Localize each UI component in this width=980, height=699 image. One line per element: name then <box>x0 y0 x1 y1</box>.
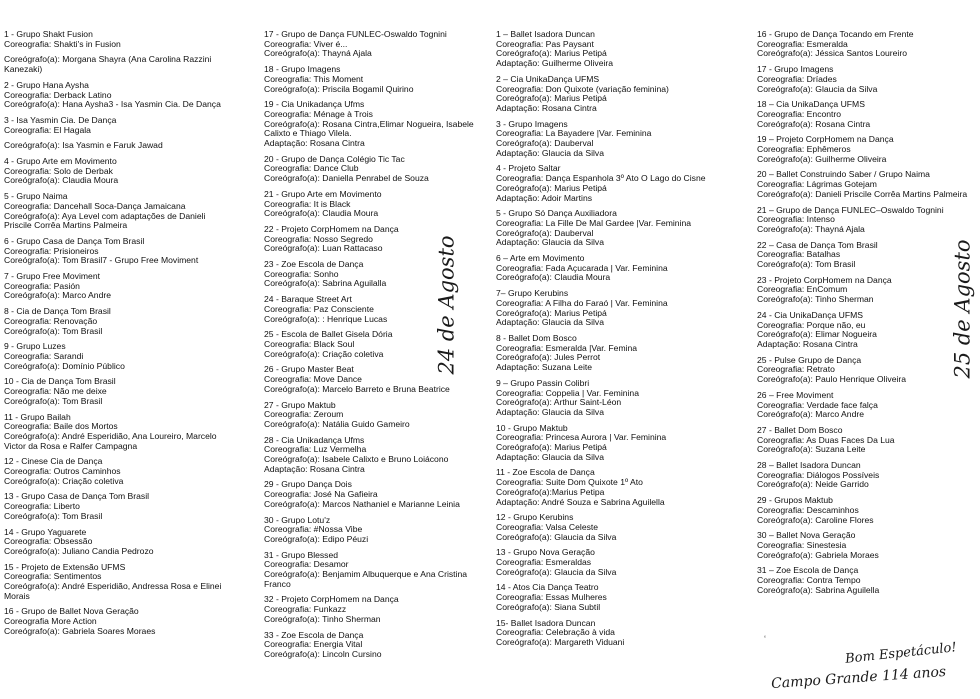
program-entry <box>4 192 228 231</box>
entry-detail-line: Coreografia: Não me deixe <box>4 387 107 397</box>
program-entry <box>496 209 746 248</box>
entry-group-name: Coreógrafo(a): Isa Yasmin e Faruk Jawad <box>4 141 163 151</box>
entry-detail-line: Coreografia: Derback Latino <box>4 90 112 100</box>
entry-group-name: 6 – Arte em Movimento <box>496 254 585 264</box>
date-day2-handwritten: 25 de Agosto <box>950 239 975 379</box>
program-entry <box>4 457 228 486</box>
date-day1-handwritten: 24 de Agosto <box>434 235 459 375</box>
entry-detail-line: Coreografia: #Nossa Vibe <box>264 525 363 535</box>
entry-detail-line: Coreógrafo(a): Tom Brasil <box>4 511 103 521</box>
entry-group-name: 23 - Projeto CorpHomem na Dança <box>757 275 892 285</box>
entry-group-name: 23 - Zoe Escola de Dança <box>264 260 364 270</box>
program-entry <box>757 100 977 129</box>
entry-detail-line: Coreógrafo(a): : Henrique Lucas <box>264 314 388 324</box>
program-entry <box>757 206 977 235</box>
entry-group-name: 16 - Grupo de Dança Tocando em Frente <box>757 30 914 39</box>
entry-group-name: 2 – Cia UnikaDança UFMS <box>496 74 600 84</box>
entry-detail-line: Coreografia: Black Soul <box>264 339 355 349</box>
entry-detail-line: Coreografia: Contra Tempo <box>757 576 861 586</box>
entry-detail-line: Coreografia: Coppelia | Var. Feminina <box>496 388 639 398</box>
entry-group-name: 9 – Grupo Passin Colibri <box>496 378 590 388</box>
entry-detail-line: Coreografia: EnComum <box>757 285 848 295</box>
program-entry <box>496 513 746 542</box>
program-entry <box>496 120 746 159</box>
entry-group-name: 5 - Grupo Só Dança Auxiliadora <box>496 209 617 219</box>
entry-detail-line: Coreógrafo(a): Rosana Cintra <box>757 119 871 129</box>
entry-detail-line: Coreógrafo(a): Tom Brasil <box>4 326 103 336</box>
entry-detail-line: Coreógrafo(a): Thayná Ajala <box>757 224 865 234</box>
entry-group-name: 31 - Grupo Blessed <box>264 550 339 560</box>
program-entry <box>4 342 228 371</box>
entry-detail-line: Coreografia: Dance Club <box>264 164 359 174</box>
entry-detail-line: Coreógrafo(a): Elimar Nogueira <box>757 330 877 340</box>
entry-detail-line: Coreografia: Shakti's in Fusion <box>4 39 121 49</box>
program-entry <box>757 356 977 385</box>
entry-detail-line: Coreógrafo(a): Tom Brasil <box>4 396 103 406</box>
program-entry <box>264 436 484 475</box>
entry-group-name: 15- Ballet Isadora Duncan <box>496 618 596 628</box>
program-entry <box>4 272 228 301</box>
program-entry <box>4 607 228 636</box>
entry-group-name: 28 – Ballet Isadora Duncan <box>757 461 861 471</box>
entry-detail-line: Coreógrafo(a): Paulo Henrique Oliveira <box>757 375 907 385</box>
entry-group-name: 33 - Zoe Escola de Dança <box>264 630 364 640</box>
entry-group-name: 19 – Projeto CorpHomem na Dança <box>757 135 894 145</box>
program-entry <box>757 30 977 59</box>
entry-detail-line: Coreógrafo(a): Glaucia da Silva <box>496 532 617 542</box>
entry-detail-line: Coreografia: Princesa Aurora | Var. Feminina <box>496 433 667 443</box>
entry-group-name: 20 – Ballet Construindo Saber / Grupo Naima <box>757 170 930 180</box>
program-entry <box>4 492 228 521</box>
entry-group-name: 3 - Isa Yasmin Cia. De Dança <box>4 115 117 125</box>
entry-detail-line: Coreógrafo(a): Thayná Ajala <box>264 49 372 59</box>
entry-detail-line: Coreografia: Dança Espanhola 3º Ato O Lago do Cisne <box>496 173 706 184</box>
entry-detail-line: Coreógrafo(a): Tom Brasil7 - Grupo Free Moviment <box>4 255 199 266</box>
entry-detail-line: Coreógrafo(a): Suzana Leite <box>757 445 866 455</box>
program-entry <box>757 461 977 490</box>
entry-group-name: 9 - Grupo Luzes <box>4 342 66 352</box>
entry-detail-line: Coreógrafo(a): Gabriela Soares Moraes <box>4 626 156 636</box>
program-entry <box>757 391 977 420</box>
entry-detail-line: Coreografia: Sonho <box>264 269 339 279</box>
entry-detail-line: Coreógrafo(a): Marius Petipá <box>496 49 607 59</box>
program-entry <box>264 155 484 184</box>
entry-detail-line: Coreografia: As Duas Faces Da Lua <box>757 435 895 445</box>
entry-group-name: 29 - Grupos Maktub <box>757 496 833 506</box>
entry-detail-line: Coreógrafo(a): Criação coletiva <box>264 349 384 359</box>
entry-detail-line: Coreografia: Pas Paysant <box>496 39 594 49</box>
program-entry <box>4 116 228 135</box>
entry-detail-line: Coreografia: This Moment <box>264 74 364 84</box>
program-entry <box>757 531 977 560</box>
entry-detail-line: Adaptação: Rosana Cintra <box>264 464 365 474</box>
entry-detail-line: Coreógrafo(a): Priscila Bogamil Quirino <box>264 84 414 94</box>
program-entry <box>264 100 484 149</box>
program-column-3 <box>496 30 746 654</box>
entry-detail-line: Coreógrafo(a): Benjamim Albuquerque e Ana Cristina Franco <box>264 569 468 589</box>
program-entry <box>757 135 977 164</box>
program-entry <box>496 75 746 114</box>
program-entry <box>757 170 977 199</box>
entry-group-name: 24 - Baraque Street Art <box>264 295 352 305</box>
program-column-1 <box>4 30 228 643</box>
entry-group-name: 25 - Escola de Ballet Gisela Dória <box>264 330 393 340</box>
program-entry <box>757 311 977 350</box>
entry-detail-line: Coreografia: A Filha do Faraó | Var. Feminina <box>496 298 668 308</box>
program-entry <box>4 413 228 452</box>
entry-detail-line: Coreografia: Paz Consciente <box>264 304 374 314</box>
closing-signature: Campo Grande 114 anos <box>770 663 947 693</box>
entry-detail-line: Coreografia: Batalhas <box>757 250 841 260</box>
entry-detail-line: Coreografia: Suite Dom Quixote 1º Ato <box>496 478 643 488</box>
entry-group-name: 20 - Grupo de Dança Colégio Tic Tac <box>264 154 405 164</box>
program-entry <box>264 551 484 590</box>
entry-detail-line: Coreografia: Prisioneiros <box>4 246 99 256</box>
entry-detail-line: Coreografia: Diálogos Possíveis <box>757 470 880 480</box>
entry-detail-line: Coreografia: Retrato <box>757 365 835 375</box>
entry-detail-line: Coreógrafo(a): Neide Garrido <box>757 480 869 490</box>
entry-detail-line: Coreógrafo(a): Luan Rattacaso <box>264 244 383 254</box>
entry-detail-line: Coreografia: Obsessão <box>4 537 93 547</box>
entry-detail-line: Coreografia: El Hagala <box>4 125 91 135</box>
entry-detail-line: Coreografia: Luz Vermelha <box>264 445 367 455</box>
entry-group-name: 15 - Projeto de Extensão UFMS <box>4 562 126 572</box>
entry-detail-line: Coreografia: Liberto <box>4 502 80 512</box>
entry-detail-line: Coreógrafo(a): Natália Guido Gameiro <box>264 419 410 429</box>
entry-group-name: 11 - Zoe Escola de Dança <box>496 468 595 478</box>
entry-group-name: 5 - Grupo Naima <box>4 192 68 202</box>
entry-detail-line: Coreógrafo(a): André Esperidião, Ana Loureiro, Marcelo Victor da Rosa e Ralfer Campagna <box>4 430 217 451</box>
entry-group-name: 25 - Pulse Grupo de Dança <box>757 355 862 365</box>
program-entry <box>264 401 484 430</box>
program-entry <box>264 516 484 545</box>
entry-detail-line: Coreografia: Sentimentos <box>4 572 102 582</box>
entry-group-name: 22 - Projeto CorpHomem na Dança <box>264 224 399 234</box>
program-entry <box>4 81 228 110</box>
entry-group-name: 17 - Grupo Imagens <box>757 65 834 75</box>
entry-detail-line: Coreógrafo(a):Marius Petipa <box>496 487 605 497</box>
entry-group-name: 7– Grupo Kerubins <box>496 289 569 299</box>
entry-detail-line: Coreografia: Baile dos Mortos <box>4 422 118 432</box>
program-entry <box>757 241 977 270</box>
entry-group-name: 30 – Ballet Nova Geração <box>757 531 856 541</box>
entry-detail-line: Coreografia: Viver é... <box>264 39 348 49</box>
entry-detail-line: Adaptação: Glaucia da Silva <box>496 407 604 417</box>
entry-detail-line: Coreógrafo(a): Tinho Sherman <box>757 295 874 305</box>
entry-group-name: 8 - Cia de Dança Tom Brasil <box>4 307 111 317</box>
closing-greeting: Bom Espetáculo! <box>844 640 958 667</box>
entry-detail-line: Coreógrafo(a): Lincoln Cursino <box>264 649 382 659</box>
entry-group-name: 16 - Grupo de Ballet Nova Geração <box>4 607 139 617</box>
program-entry <box>496 30 746 69</box>
entry-group-name: 14 - Atos Cia Dança Teatro <box>496 583 599 593</box>
entry-detail-line: Coreógrafo(a): Glaucia da Silva <box>496 567 617 577</box>
entry-detail-line: Coreógrafo(a): Caroline Flores <box>757 515 874 525</box>
entry-group-name: 14 - Grupo Yaguarete <box>4 527 87 537</box>
program-entry <box>496 254 746 283</box>
entry-detail-line: Coreógrafo(a): Arthur Saint-Léon <box>496 398 622 408</box>
entry-detail-line: Coreógrafo(a): Juliano Candia Pedrozo <box>4 546 154 556</box>
entry-detail-line: Coreografia: Desamor <box>264 560 349 570</box>
entry-group-name: 6 - Grupo Casa de Dança Tom Brasil <box>4 236 145 246</box>
entry-group-name: 30 - Grupo Lotu'z <box>264 515 331 525</box>
program-entry <box>264 631 484 660</box>
entry-detail-line: Coreografia: Move Dance <box>264 375 362 385</box>
entry-group-name: 12 - Grupo Kerubins <box>496 513 574 523</box>
entry-detail-line: Coreógrafo(a): Marius Petipá <box>496 94 607 104</box>
pen-mark-icon: ‘ <box>764 634 766 644</box>
entry-detail-line: Coreógrafo(a): Marius Petipá <box>496 308 607 318</box>
entry-detail-line: Adaptação: Glaucia da Silva <box>496 318 604 328</box>
entry-group-name: 4 - Grupo Arte em Movimento <box>4 157 117 167</box>
entry-detail-line: Adaptação: Rosana Cintra <box>496 103 597 113</box>
entry-detail-line: Coreografia: Ménage à Trois <box>264 109 373 119</box>
entry-detail-line: Coreógrafo(a): Jéssica Santos Loureiro <box>757 49 907 59</box>
program-entry <box>496 548 746 577</box>
entry-detail-line: Coreografia: Encontro <box>757 109 842 119</box>
entry-detail-line: Coreógrafo(a): Glaucia da Silva <box>757 84 878 94</box>
entry-group-name: 2 - Grupo Hana Aysha <box>4 80 89 90</box>
entry-detail-line: Adaptação: Suzana Leite <box>496 363 593 373</box>
program-entry <box>4 237 228 266</box>
program-entry <box>4 377 228 406</box>
entry-detail-line: Coreógrafo(a): Dauberval <box>496 228 594 238</box>
entry-detail-line: Coreógrafo(a): Edipo Péuzi <box>264 534 369 544</box>
entry-group-name: 10 - Cia de Dança Tom Brasil <box>4 377 116 387</box>
entry-detail-line: Coreógrafo(a): Marcos Nathaniel e Marianne Leinia <box>264 498 460 509</box>
entry-group-name: 26 – Free Moviment <box>757 390 834 400</box>
program-entry <box>4 157 228 186</box>
entry-group-name: 28 - Cia Unikadança Ufms <box>264 435 365 445</box>
entry-detail-line: Coreografia: La Bayadere |Var. Feminina <box>496 129 652 139</box>
entry-group-name: 4 - Projeto Saltar <box>496 164 561 174</box>
program-entry <box>496 583 746 612</box>
entry-group-name: 10 - Grupo Maktub <box>496 423 568 433</box>
entry-detail-line: Coreógrafo(a): Sabrina Aguilalla <box>264 279 387 289</box>
entry-detail-line: Coreógrafo(a): Marcelo Barreto e Bruna Beatrice <box>264 383 450 394</box>
entry-group-name: 26 - Grupo Master Beat <box>264 365 354 375</box>
program-entry <box>757 496 977 525</box>
program-column-4 <box>757 30 977 601</box>
program-entry <box>4 141 228 151</box>
entry-detail-line: Adaptação: Adoir Martins <box>496 193 593 203</box>
entry-group-name: 7 - Grupo Free Moviment <box>4 272 100 282</box>
entry-group-name: 21 – Grupo de Dança FUNLEC–Oswaldo Tognini <box>757 205 944 215</box>
program-entry <box>496 289 746 328</box>
program-entry <box>264 595 484 624</box>
entry-group-name: 1 – Ballet Isadora Duncan <box>496 30 595 39</box>
entry-detail-line: Adaptação: Rosana Cintra <box>264 139 365 149</box>
entry-detail-line: Coreógrafo(a): Aya Level com adaptações de Danieli Priscile Corrêa Martins Palmeira <box>4 210 206 231</box>
entry-detail-line: Coreografia: Sarandi <box>4 351 84 361</box>
entry-detail-line: Coreógrafo(a): Rosana Cintra,Elimar Nogueira, Isabele Calixto e Thiago Vilela. <box>264 118 474 139</box>
entry-group-name: 32 - Projeto CorpHomem na Dança <box>264 595 399 605</box>
program-entry <box>264 65 484 94</box>
program-entry <box>264 30 484 59</box>
entry-detail-line: Coreógrafo(a): Claudia Moura <box>264 209 379 219</box>
entry-detail-line: Coreógrafo(a): Daniella Penrabel de Souza <box>264 174 429 184</box>
entry-detail-line: Coreógrafo(a): Tinho Sherman <box>264 614 381 624</box>
entry-detail-line: Coreógrafo(a): Marius Petipá <box>496 443 607 453</box>
entry-detail-line: Coreografia: Valsa Celeste <box>496 522 599 532</box>
entry-detail-line: Coreografia: Descaminhos <box>757 505 859 515</box>
entry-detail-line: Coreografia: Nosso Segredo <box>264 234 373 244</box>
entry-group-name: 8 - Ballet Dom Bosco <box>496 333 577 343</box>
entry-detail-line: Coreógrafo(a): Danieli Priscile Corrêa Martins Palmeira <box>757 188 968 199</box>
entry-detail-line: Coreógrafo(a): Isabele Calixto e Bruno Loiácono <box>264 454 449 465</box>
entry-group-name: 19 - Cia Unikadança Ufms <box>264 100 365 110</box>
entry-group-name: 12 - Cinese Cia de Dança <box>4 457 103 467</box>
program-entry <box>496 424 746 463</box>
entry-detail-line: Coreógrafo(a): Gabriela Moraes <box>757 550 879 560</box>
entry-group-name: 13 - Grupo Nova Geração <box>496 548 595 558</box>
program-entry <box>4 30 228 49</box>
entry-detail-line: Coreografia: Esmeraldas <box>496 558 592 568</box>
entry-group-name: 21 - Grupo Arte em Movimento <box>264 189 382 199</box>
program-entry <box>757 566 977 595</box>
entry-group-name: 18 – Cia UnikaDança UFMS <box>757 100 865 110</box>
program-entry <box>4 563 228 602</box>
entry-detail-line: Coreografia: Porque não, eu <box>757 320 866 330</box>
entry-detail-line: Coreografia: Funkazz <box>264 605 347 615</box>
program-entry <box>496 379 746 418</box>
entry-detail-line: Coreógrafo(a): Claudia Moura <box>4 176 119 186</box>
entry-detail-line: Coreógrafo(a): Tom Brasil <box>757 260 856 270</box>
program-entry <box>496 468 746 507</box>
entry-group-name: 3 - Grupo Imagens <box>496 119 568 129</box>
entry-detail-line: Coreógrafo(a): Margareth Viduani <box>496 637 625 647</box>
program-entry <box>496 619 746 648</box>
entry-detail-line: Coreógrafo(a): Sabrina Aguilella <box>757 585 880 595</box>
entry-detail-line: Coreografia: La Fille De Mal Gardee |Var. Feminina <box>496 217 692 228</box>
entry-group-name: 18 - Grupo Imagens <box>264 65 341 75</box>
entry-group-name: 27 - Grupo Maktub <box>264 400 336 410</box>
entry-detail-line: Adaptação: Glaucia da Silva <box>496 452 604 462</box>
entry-detail-line: Coreografia More Action <box>4 617 97 627</box>
entry-detail-line: Coreógrafo(a): Domínio Público <box>4 361 125 371</box>
entry-group-name: 11 - Grupo Bailah <box>4 412 71 422</box>
entry-detail-line: Coreógrafo(a): Marius Petipá <box>496 183 607 193</box>
entry-group-name: 24 - Cia UnikaDança UFMS <box>757 310 864 320</box>
entry-detail-line: Adaptação: Guilherme Oliveira <box>496 59 614 69</box>
entry-detail-line: Coreógrafo(a): Marco Andre <box>757 410 864 420</box>
entry-detail-line: Coreografia: Renovação <box>4 316 98 326</box>
entry-detail-line: Coreografia: Energia Vital <box>264 640 363 650</box>
entry-detail-line: Coreografia: Pasión <box>4 281 80 291</box>
entry-detail-line: Coreografia: José Na Gafieira <box>264 490 378 500</box>
entry-detail-line: Coreografia: Esmeralda <box>757 39 848 49</box>
program-entry <box>496 334 746 373</box>
entry-detail-line: Adaptação: Rosana Cintra <box>757 339 858 349</box>
entry-detail-line: Coreografia: Sinestesia <box>757 540 847 550</box>
entry-detail-line: Coreografia: Fada Açucarada | Var. Feminina <box>496 263 668 273</box>
entry-detail-line: Coreógrafo(a): Siana Subtil <box>496 602 601 612</box>
entry-detail-line: Coreografia: Esmeralda |Var. Femina <box>496 343 638 353</box>
entry-group-name: 13 - Grupo Casa de Dança Tom Brasil <box>4 492 150 502</box>
entry-group-name: 31 – Zoe Escola de Dança <box>757 566 859 576</box>
entry-detail-line: Coreógrafo(a): Jules Perrot <box>496 353 601 363</box>
entry-detail-line: Coreografia: Verdade face falça <box>757 400 878 410</box>
entry-detail-line: Coreografia: Don Quixote (variação feminina) <box>496 84 669 94</box>
entry-detail-line: Coreógrafo(a): Dauberval <box>496 139 594 149</box>
entry-group-name: Coreógrafo(a): Morgana Shayra (Ana Carolina Razzini Kanezaki) <box>4 54 212 75</box>
entry-detail-line: Coreógrafo(a): Criação coletiva <box>4 476 124 486</box>
entry-detail-line: Adaptação: Glaucia da Silva <box>496 148 604 158</box>
entry-detail-line: Coreografia: Zeroum <box>264 410 344 420</box>
entry-detail-line: Adaptação: André Souza e Sabrina Aguilella <box>496 497 665 507</box>
entry-detail-line: Coreógrafo(a): André Esperidião, Andressa Rosa e Elinei Morais <box>4 581 222 601</box>
entry-detail-line: Coreógrafo(a): Claudia Moura <box>496 273 611 283</box>
program-entry <box>4 55 228 74</box>
program-entry <box>4 307 228 336</box>
entry-detail-line: Coreografia: Solo de Derbak <box>4 166 113 176</box>
program-entry <box>757 276 977 305</box>
entry-detail-line: Coreografia: Dancehall Soca-Dança Jamaicana <box>4 201 186 211</box>
entry-detail-line: Coreografia: Ephêmeros <box>757 145 851 155</box>
program-entry <box>496 164 746 203</box>
entry-detail-line: Adaptação: Glaucia da Silva <box>496 238 604 248</box>
entry-detail-line: Coreografia: Lágrimas Gotejam <box>757 180 877 190</box>
entry-detail-line: Coreografia: It is Black <box>264 199 351 209</box>
entry-group-name: 22 – Casa de Dança Tom Brasil <box>757 240 878 250</box>
entry-group-name: 29 - Grupo Dança Dois <box>264 480 352 490</box>
program-entry <box>757 65 977 94</box>
entry-group-name: 27 - Ballet Dom Bosco <box>757 425 843 435</box>
program-entry <box>757 426 977 455</box>
entry-group-name: 17 - Grupo de Dança FUNLEC-Oswaldo Tognini <box>264 30 447 39</box>
entry-detail-line: Coreógrafo(a): Guilherme Oliveira <box>757 154 887 164</box>
entry-detail-line: Coreografia: Dríades <box>757 74 837 84</box>
entry-detail-line: Coreografia: Outros Caminhos <box>4 467 121 477</box>
program-entry <box>264 190 484 219</box>
entry-detail-line: Coreografia: Essas Mulheres <box>496 593 607 603</box>
entry-group-name: 1 - Grupo Shakt Fusion <box>4 30 93 39</box>
entry-detail-line: Coreografia: Intenso <box>757 215 835 225</box>
entry-detail-line: Coreógrafo(a): Hana Aysha3 - Isa Yasmin Cia. De Dança <box>4 99 221 110</box>
entry-detail-line: Coreógrafo(a): Marco Andre <box>4 291 111 301</box>
entry-detail-line: Coreografia: Celebração à vida <box>496 628 615 638</box>
program-entry <box>4 528 228 557</box>
program-entry <box>264 480 484 509</box>
